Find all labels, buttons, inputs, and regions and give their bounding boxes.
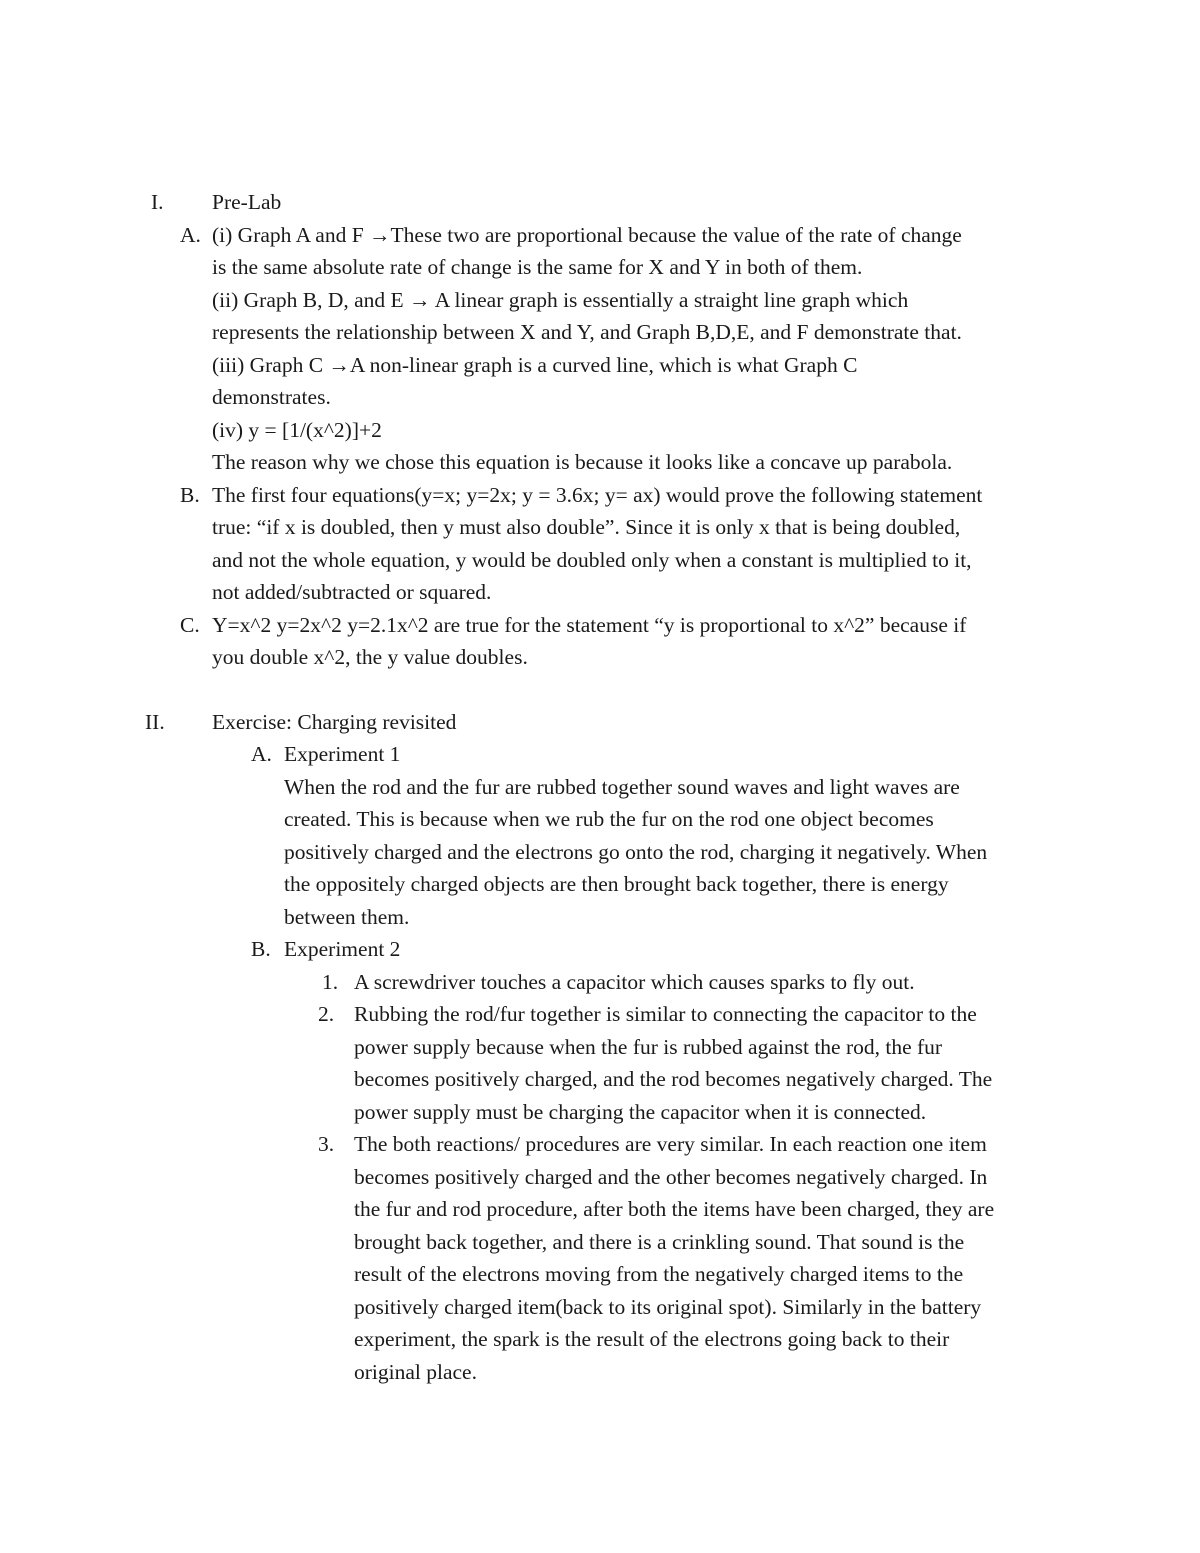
item-marker: B.	[180, 483, 200, 507]
subitem-marker: 3.	[318, 1132, 335, 1156]
text-line: demonstrates.	[212, 385, 331, 409]
text-line: represents the relationship between X and Y, and Graph B,D,E, and F demonstrate that.	[212, 320, 962, 344]
text-line: becomes positively charged, and the rod becomes negatively charged. The	[354, 1067, 993, 1091]
text-line: becomes positively charged and the other becomes negatively charged. In	[354, 1165, 988, 1189]
text-line: Rubbing the rod/fur together is similar to connecting the capacitor to the	[354, 1002, 977, 1026]
text-line: positively charged and the electrons go onto the rod, charging it negatively. When	[284, 840, 988, 864]
text-line: (ii) Graph B, D, and E → A linear graph is essentially a straight line graph which	[212, 288, 909, 312]
text-line: result of the electrons moving from the negatively charged items to the	[354, 1262, 964, 1286]
text-line: power supply must be charging the capacitor when it is connected.	[354, 1100, 927, 1124]
subitem-marker: 1.	[322, 970, 339, 994]
text-line: you double x^2, the y value doubles.	[212, 645, 528, 669]
section-marker: I.	[151, 190, 164, 214]
section-title: Pre-Lab	[212, 190, 282, 214]
text-line: the fur and rod procedure, after both the items have been charged, they are	[354, 1197, 995, 1221]
text-line: The reason why we chose this equation is because it looks like a concave up parabola.	[212, 450, 953, 474]
text-line: experiment, the spark is the result of the electrons going back to their	[354, 1327, 950, 1351]
text-line: the oppositely charged objects are then brought back together, there is energy	[284, 872, 949, 896]
text-line: brought back together, and there is a crinkling sound. That sound is the	[354, 1230, 965, 1254]
item-marker: A.	[251, 742, 272, 766]
section-marker: II.	[145, 710, 165, 734]
text-line: not added/subtracted or squared.	[212, 580, 492, 604]
item-title: Experiment 2	[284, 937, 401, 961]
item-marker: B.	[251, 937, 271, 961]
text-line: and not the whole equation, y would be doubled only when a constant is multiplied to it,	[212, 548, 972, 572]
text-line: The both reactions/ procedures are very similar. In each reaction one item	[354, 1132, 987, 1156]
text-line: (iii) Graph C →A non-linear graph is a curved line, which is what Graph C	[212, 353, 858, 377]
text-line: true: “if x is doubled, then y must also double”. Since it is only x that is being doubled,	[212, 515, 961, 539]
text-line: (iv) y = [1/(x^2)]+2	[212, 418, 382, 442]
text-line: between them.	[284, 905, 410, 929]
item-marker: A.	[180, 223, 201, 247]
text-line: A screwdriver touches a capacitor which causes sparks to fly out.	[354, 970, 915, 994]
text-line: is the same absolute rate of change is the same for X and Y in both of them.	[212, 255, 863, 279]
text-line: positively charged item(back to its original spot). Similarly in the battery	[354, 1295, 982, 1319]
text-line: power supply because when the fur is rubbed against the rod, the fur	[354, 1035, 943, 1059]
text-line: When the rod and the fur are rubbed together sound waves and light waves are	[284, 775, 960, 799]
text-line: The first four equations(y=x; y=2x; y = 3.6x; y= ax) would prove the following statement	[212, 483, 983, 507]
section-title: Exercise: Charging revisited	[212, 710, 457, 734]
subitem-marker: 2.	[318, 1002, 335, 1026]
text-line: original place.	[354, 1360, 477, 1384]
item-marker: C.	[180, 613, 200, 637]
text-line: (i) Graph A and F →These two are proportional because the value of the rate of change	[212, 223, 962, 247]
text-line: Y=x^2 y=2x^2 y=2.1x^2 are true for the statement “y is proportional to x^2” because if	[212, 613, 967, 637]
text-line: created. This is because when we rub the fur on the rod one object becomes	[284, 807, 934, 831]
item-title: Experiment 1	[284, 742, 401, 766]
